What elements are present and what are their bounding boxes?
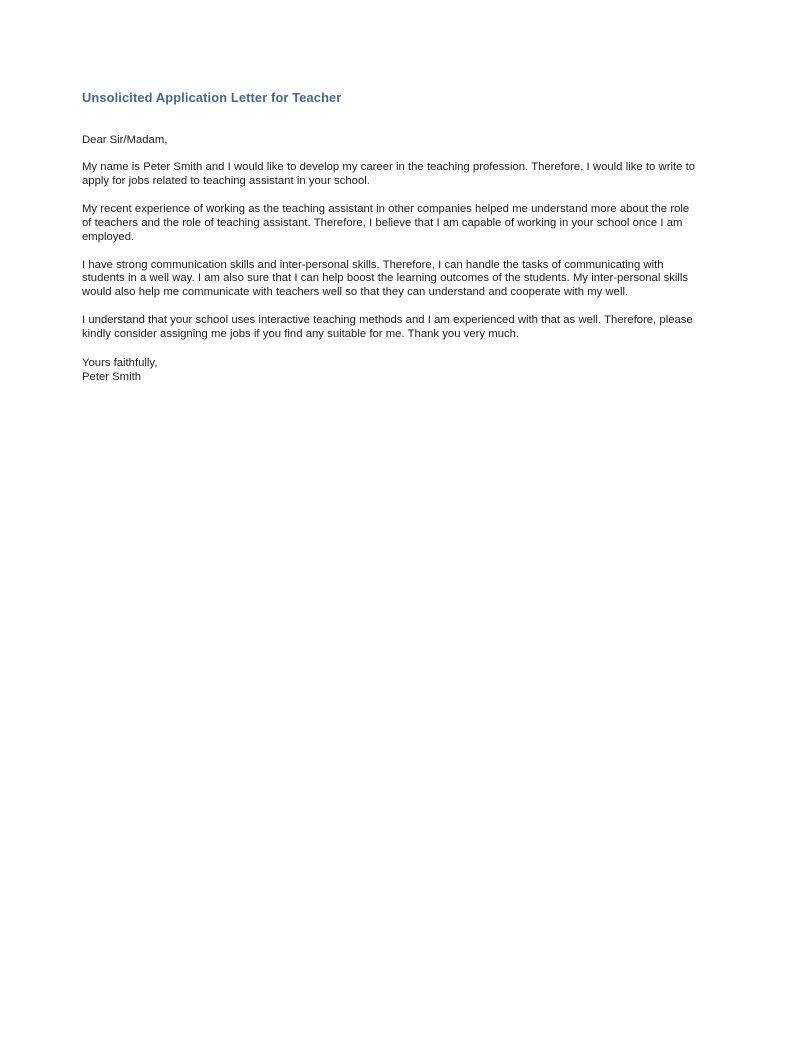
letter-paragraph-1: My name is Peter Smith and I would like to develop my career in the teaching profession. Therefore, I would like to write to apply for jobs related to teaching assistant in your school. — [82, 161, 696, 187]
letter-body — [82, 90, 699, 384]
letter-paragraph-3: I have strong communication skills and inter-personal skills. Therefore, I can handle the tasks of communicating with students in a well way. I am also sure that I can help boost the learning outcomes of the students. My inter-personal skills would also help me communicate with teachers well so that they can understand and cooperate with my well. — [82, 258, 689, 299]
letter-paragraph-4: I understand that your school uses interactive teaching methods and I am experienced with that as well. Therefore, please kindly consider assigning me jobs if you find any suitable for me. Thank you very much. — [82, 314, 693, 341]
letter-salutation: Dear Sir/Madam, — [82, 134, 168, 146]
letter-closing-block — [82, 356, 699, 384]
letter-valediction: Yours faithfully, — [82, 357, 158, 370]
letter-signature-name: Peter Smith — [82, 371, 142, 384]
letter-paragraph-2: My recent experience of working as the teaching assistant in other companies helped me understand more about the role of teachers and the role of teaching assistant. Therefore, I believe that I am capable of working in your school once I am employed. — [82, 202, 690, 243]
page-title: Unsolicited Application Letter for Teacher — [82, 90, 342, 105]
